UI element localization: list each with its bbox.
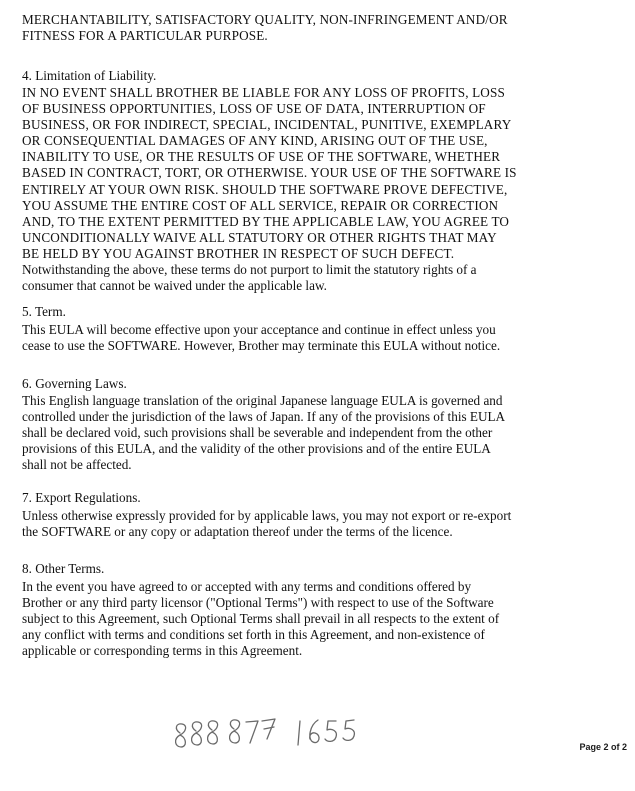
text-line: Unless otherwise expressly provided for by applicable laws, you may not export or re-export: [22, 508, 512, 523]
text-line: This English language translation of the original Japanese language EULA is governed and: [22, 393, 503, 408]
section-body-export-regulations: [22, 508, 622, 540]
text-line: OR CONSEQUENTIAL DAMAGES OF ANY KIND, ARISING OUT OF THE USE,: [22, 133, 488, 149]
section-body-term: [22, 322, 622, 354]
text-line: provisions of this EULA, and the validity of the other provisions and of the entire EULA: [22, 441, 491, 457]
text-line: any conflict with terms and conditions set forth in this Agreement, and non-existence of: [22, 627, 485, 643]
section-body-limitation-of-liability: [22, 85, 622, 294]
text-line: BUSINESS, OR FOR INDIRECT, SPECIAL, INCIDENTAL, PUNITIVE, EXEMPLARY: [22, 117, 512, 133]
text-line: IN NO EVENT SHALL BROTHER BE LIABLE FOR ANY LOSS OF PROFITS, LOSS: [22, 85, 505, 100]
text-line: MERCHANTABILITY, SATISFACTORY QUALITY, NON-INFRINGEMENT AND/OR: [22, 12, 508, 27]
section-heading-export-regulations: 7. Export Regulations.: [22, 490, 141, 505]
text-line: This EULA will become effective upon your acceptance and continue in effect unless you: [22, 322, 496, 337]
text-line: YOU ASSUME THE ENTIRE COST OF ALL SERVICE, REPAIR OR CORRECTION: [22, 197, 499, 213]
intro-paragraph: [22, 12, 622, 44]
text-line: applicable or corresponding terms in this Agreement.: [22, 643, 303, 659]
text-line: controlled under the jurisdiction of the laws of Japan. If any of the provisions of this EULA: [22, 409, 506, 425]
section-heading-governing-laws: 6. Governing Laws.: [22, 376, 127, 391]
text-line: AND, TO THE EXTENT PERMITTED BY THE APPLICABLE LAW, YOU AGREE TO: [22, 213, 510, 229]
text-line: INABILITY TO USE, OR THE RESULTS OF USE OF THE SOFTWARE, WHETHER: [22, 149, 501, 165]
text-line: cease to use the SOFTWARE. However, Brother may terminate this EULA without notice.: [22, 338, 501, 354]
text-line: UNCONDITIONALLY WAIVE ALL STATUTORY OR OTHER RIGHTS THAT MAY: [22, 229, 497, 245]
text-line: shall not be affected.: [22, 457, 132, 473]
section-heading-limitation-of-liability: 4. Limitation of Liability.: [22, 68, 157, 83]
text-line: In the event you have agreed to or accepted with any terms and conditions offered by: [22, 579, 472, 594]
text-line: Brother or any third party licensor ("Optional Terms") with respect to use of the Software: [22, 595, 494, 611]
text-line: Notwithstanding the above, these terms do not purport to limit the statutory rights of a: [22, 262, 477, 278]
handwritten-phone-number: [170, 715, 370, 765]
section-body-governing-laws: [22, 393, 622, 473]
section-heading-other-terms: 8. Other Terms.: [22, 561, 105, 576]
text-line: ENTIRELY AT YOUR OWN RISK. SHOULD THE SOFTWARE PROVE DEFECTIVE,: [22, 181, 508, 197]
text-line: subject to this Agreement, such Optional Terms shall prevail in all respects to the extent of: [22, 611, 500, 627]
text-line: BE HELD BY YOU AGAINST BROTHER IN RESPECT OF SUCH DEFECT.: [22, 245, 455, 261]
text-line: the SOFTWARE or any copy or adaptation thereof under the terms of the licence.: [22, 524, 453, 540]
text-line: shall be declared void, such provisions shall be severable and independent from the other: [22, 425, 493, 441]
section-body-other-terms: [22, 579, 622, 659]
text-line: FITNESS FOR A PARTICULAR PURPOSE.: [22, 28, 268, 44]
text-line: OF BUSINESS OPPORTUNITIES, LOSS OF USE OF DATA, INTERRUPTION OF: [22, 101, 486, 117]
page-number: Page 2 of 2: [579, 742, 627, 752]
text-line: consumer that cannot be waived under the applicable law.: [22, 278, 327, 294]
text-line: BASED IN CONTRACT, TORT, OR OTHERWISE. YOUR USE OF THE SOFTWARE IS: [22, 165, 517, 181]
section-heading-term: 5. Term.: [22, 304, 66, 319]
